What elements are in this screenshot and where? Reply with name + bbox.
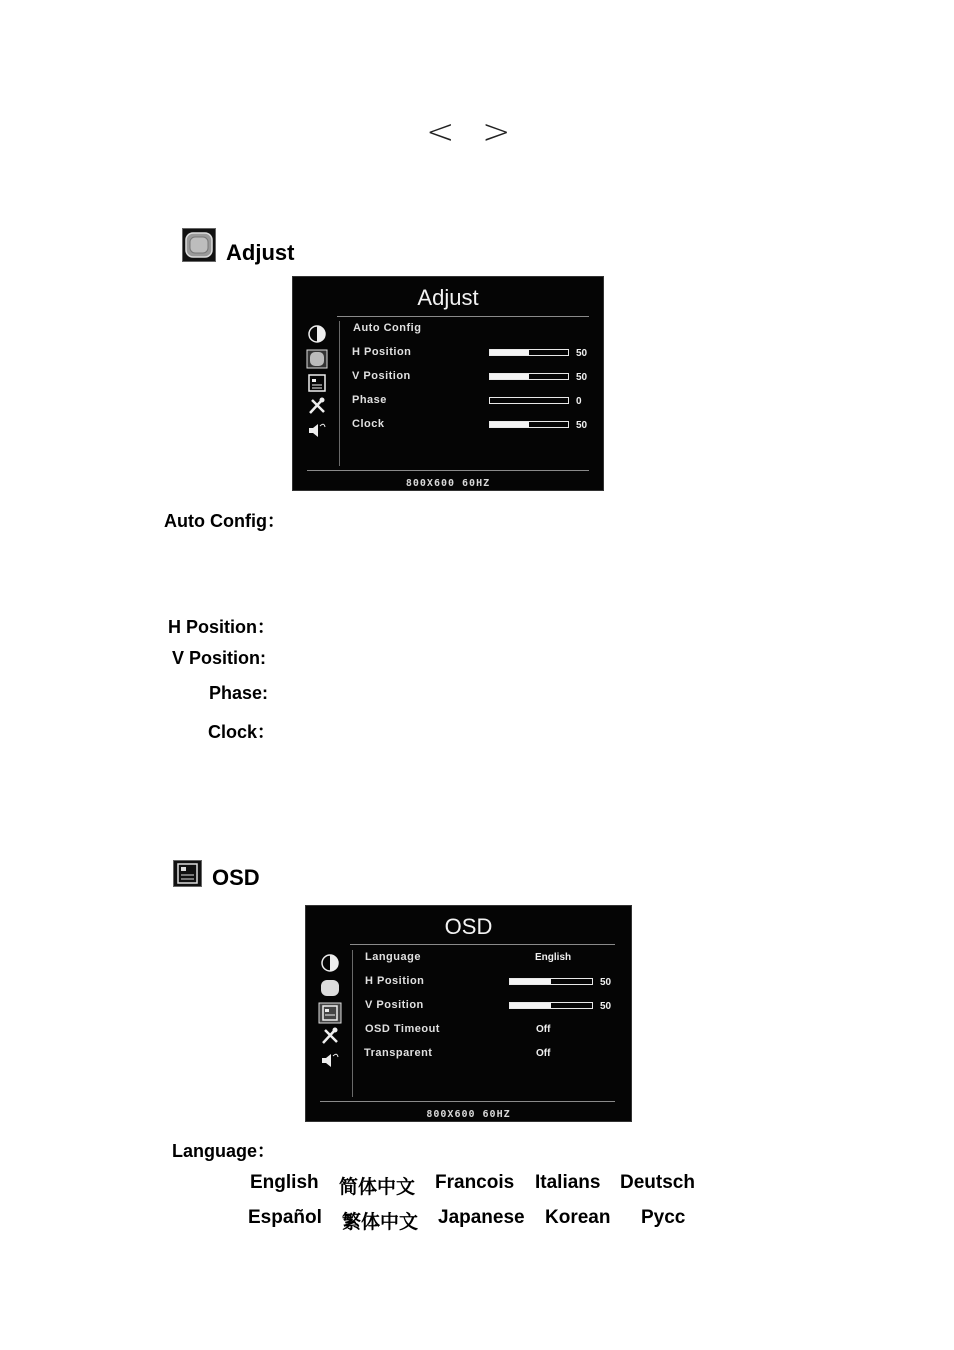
tools-icon[interactable] bbox=[320, 1027, 340, 1045]
resolution-readout: 800X600 60HZ bbox=[405, 478, 491, 489]
language-option: English bbox=[250, 1172, 319, 1193]
language-option: 简体中文 bbox=[339, 1177, 416, 1198]
h-position-value: 50 bbox=[576, 348, 588, 359]
nav-arrows bbox=[426, 112, 526, 152]
h-position-slider[interactable] bbox=[489, 349, 569, 356]
language-option: Italians bbox=[535, 1172, 601, 1193]
osd-title: Adjust bbox=[417, 285, 479, 310]
clock-value: 50 bbox=[576, 420, 588, 431]
brightness-icon[interactable] bbox=[320, 954, 340, 972]
language-option: Francois bbox=[435, 1172, 515, 1193]
language-label: Language： bbox=[172, 1141, 276, 1161]
osd-h-position-value: 50 bbox=[600, 977, 612, 988]
phase-slider[interactable] bbox=[489, 397, 569, 404]
next-arrow[interactable]: > bbox=[482, 112, 511, 152]
tools-icon[interactable] bbox=[307, 397, 327, 415]
adjust-menu-icon[interactable] bbox=[306, 349, 328, 369]
clock-slider[interactable] bbox=[489, 421, 569, 428]
menu-item-h-position[interactable]: H Position bbox=[365, 975, 425, 987]
language-option: Deutsch bbox=[620, 1172, 695, 1193]
h-position-label: H Position： bbox=[168, 617, 275, 637]
language-value: English bbox=[535, 952, 572, 963]
language-option: Español bbox=[248, 1207, 322, 1228]
prev-arrow[interactable]: < bbox=[426, 112, 455, 152]
title-divider bbox=[337, 316, 589, 317]
brightness-icon[interactable] bbox=[307, 325, 327, 343]
osd-section-icon bbox=[173, 860, 202, 887]
transparent-value: Off bbox=[536, 1048, 551, 1059]
adjust-menu-icon[interactable] bbox=[320, 979, 340, 997]
menu-item-language[interactable]: Language bbox=[365, 951, 421, 963]
osd-v-position-slider[interactable] bbox=[509, 1002, 593, 1009]
menu-item-transparent[interactable]: Transparent bbox=[364, 1047, 433, 1059]
footer-divider bbox=[320, 1101, 615, 1102]
menu-item-phase[interactable]: Phase bbox=[352, 394, 387, 406]
osd-section-title: OSD bbox=[212, 865, 260, 890]
auto-config-label: Auto Config： bbox=[164, 511, 285, 531]
menu-item-h-position[interactable]: H Position bbox=[352, 346, 412, 358]
footer-divider bbox=[307, 470, 589, 471]
language-option: Pycc bbox=[641, 1207, 686, 1228]
v-position-label: V Position: bbox=[172, 648, 266, 668]
menu-item-v-position[interactable]: V Position bbox=[352, 370, 411, 382]
title-divider bbox=[350, 944, 615, 945]
osd-h-position-slider[interactable] bbox=[509, 978, 593, 985]
clock-label: Clock： bbox=[208, 722, 276, 742]
osd-v-position-value: 50 bbox=[600, 1001, 612, 1012]
resolution-readout: 800X600 60HZ bbox=[426, 1109, 511, 1120]
language-option: 繁体中文 bbox=[342, 1212, 419, 1233]
v-position-slider[interactable] bbox=[489, 373, 569, 380]
phase-label: Phase: bbox=[209, 683, 269, 703]
v-position-value: 50 bbox=[576, 372, 588, 383]
osd-title: OSD bbox=[444, 914, 493, 939]
menu-divider bbox=[339, 321, 340, 466]
menu-item-v-position[interactable]: V Position bbox=[365, 999, 424, 1011]
osd-menu-icon[interactable] bbox=[307, 374, 327, 392]
audio-icon[interactable] bbox=[307, 421, 327, 439]
menu-item-clock[interactable]: Clock bbox=[352, 418, 385, 430]
menu-item-osd-timeout[interactable]: OSD Timeout bbox=[365, 1023, 440, 1035]
language-option: Korean bbox=[545, 1207, 611, 1228]
osd-timeout-value: Off bbox=[536, 1024, 551, 1035]
adjust-icon bbox=[182, 228, 216, 262]
adjust-section-title: Adjust bbox=[226, 240, 295, 265]
menu-item-auto-config[interactable]: Auto Config bbox=[353, 322, 422, 334]
language-option: Japanese bbox=[438, 1207, 525, 1228]
audio-icon[interactable] bbox=[320, 1051, 340, 1069]
adjust-osd-menu bbox=[292, 276, 604, 491]
osd-menu-icon[interactable] bbox=[318, 1002, 342, 1024]
osd-settings-menu bbox=[305, 905, 632, 1122]
menu-divider bbox=[352, 950, 353, 1097]
phase-value: 0 bbox=[576, 396, 582, 407]
